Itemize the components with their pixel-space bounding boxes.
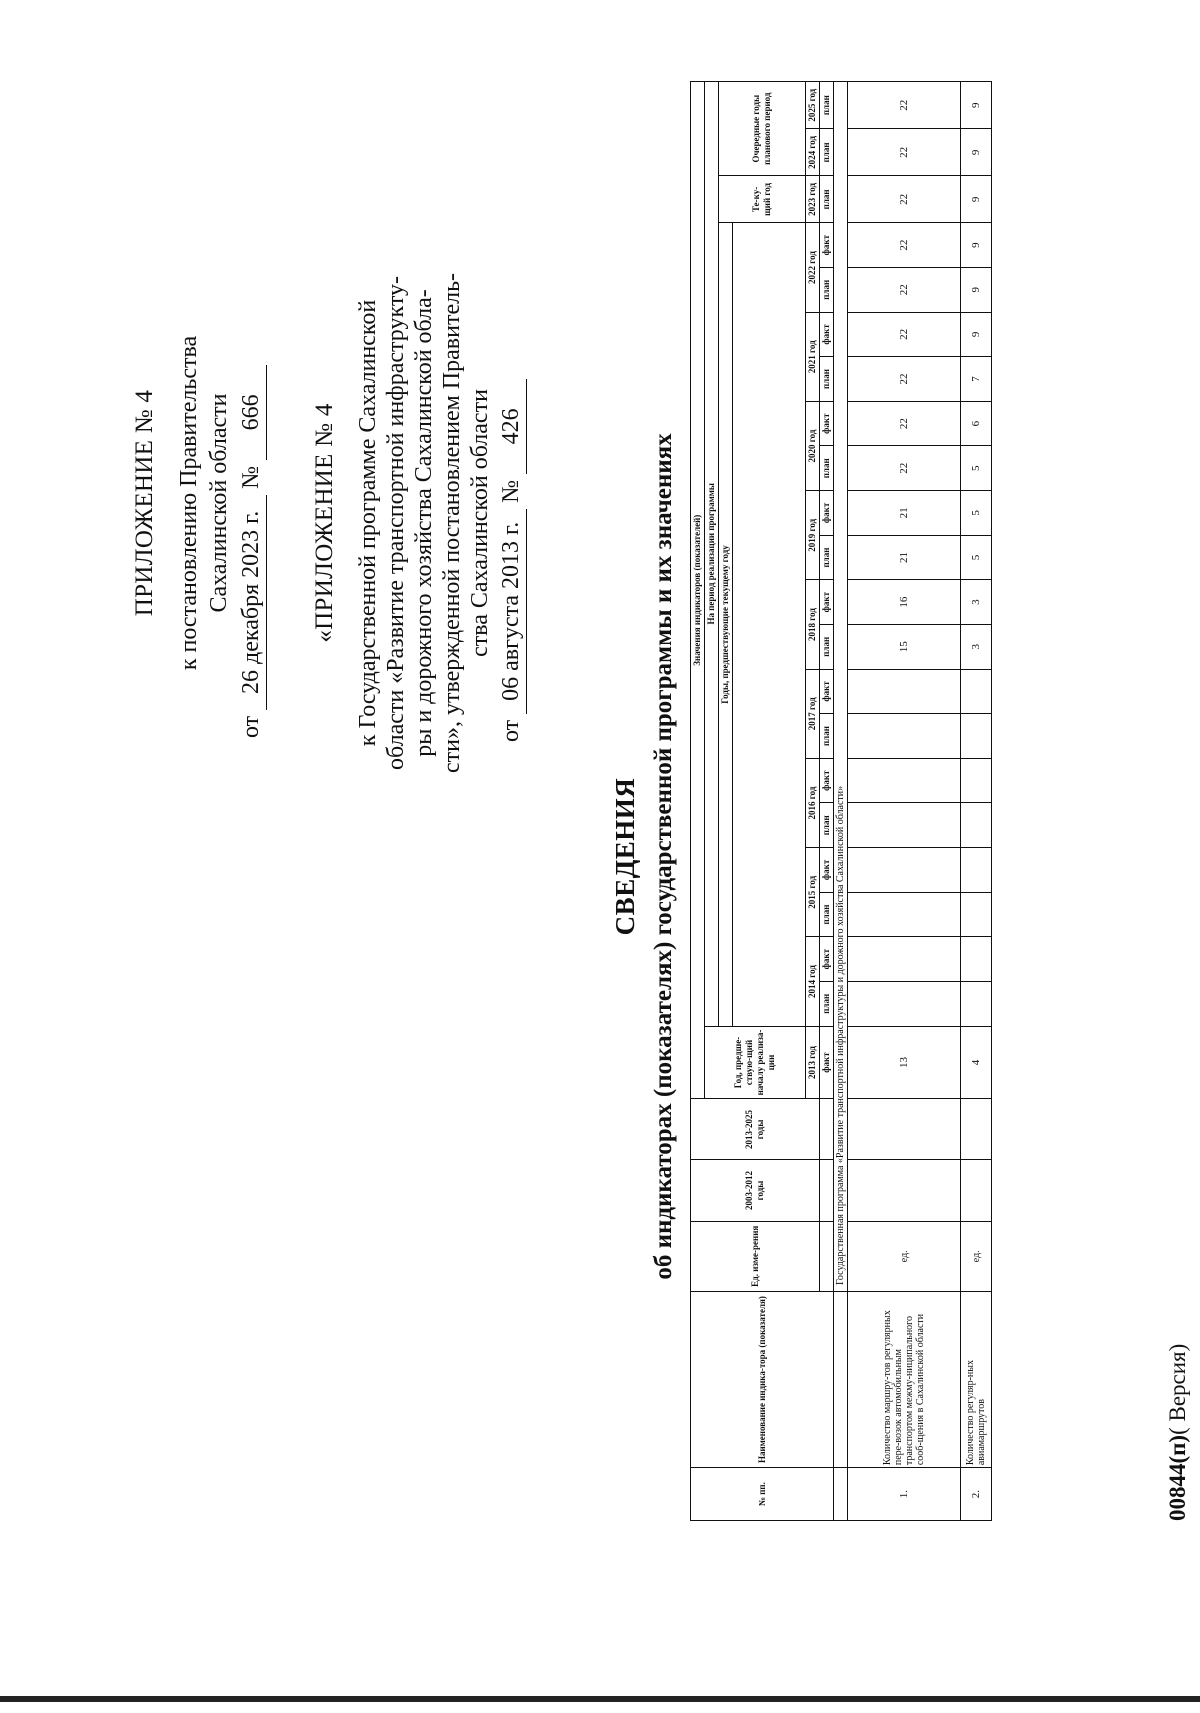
value-cell: 15 [848,624,961,669]
value-cell [961,714,992,759]
value-cell: 7 [961,357,992,402]
value-cell: 22 [848,357,961,402]
program-row-name [834,1292,848,1468]
col-header-prev-year: Год, предше-ствую-щий началу реализа-ции [705,1026,806,1099]
value-cell [961,848,992,893]
appendix-line-2: Сахалинской области [206,393,232,613]
plan-label: план [820,981,834,1026]
row-num: 1. [848,1468,961,1521]
col-header-num: № пп. [691,1468,834,1521]
program-number-label: № [498,479,524,503]
year-2015: 2015 год [806,848,820,937]
document-title: СВЕДЕНИЯ [610,777,640,936]
value-cell: 22 [848,267,961,312]
program-decree-date: 06 августа 2013 г. [496,509,527,714]
value-cell [961,892,992,937]
program-decree-number: 426 [496,379,527,474]
value-cell [848,892,961,937]
value-2013-fact: 4 [961,1026,992,1099]
value-2025: 22 [848,82,961,129]
fact-label: факт [820,312,834,357]
plan-label: план [820,82,834,129]
value-2003 [848,1160,961,1221]
fact-2013: факт [820,1026,834,1099]
value-cell [961,803,992,848]
row-num: 2. [961,1468,992,1521]
table-row [848,82,961,1521]
value-cell [961,669,992,714]
planned-years-header: Очередные годы планового период [719,82,806,176]
indicator-unit: ед. [848,1221,961,1291]
col-header-2003: 2003-2012 годы [691,1160,820,1221]
value-cell: 5 [961,446,992,491]
plan-label: план [820,129,834,176]
fact-label: факт [820,491,834,536]
value-cell: 22 [848,401,961,446]
prev-years-header: Годы, предшествующие текущему году [719,223,733,1026]
fact-label: факт [820,669,834,714]
value-cell: 5 [961,491,992,536]
decree-date: 26 декабря 2023 г. [236,495,267,710]
program-from-label: от [498,719,524,742]
appendix-line-1: к постановлению Правительства [176,335,202,671]
value-cell: 6 [961,401,992,446]
value-cell: 3 [961,580,992,625]
value-2025: 9 [961,82,992,129]
value-cell: 22 [848,312,961,357]
plan-label: план [820,624,834,669]
year-2016: 2016 год [806,758,820,847]
year-2023: 2023 год [806,176,820,223]
year-2020: 2020 год [806,401,820,490]
fact-label: факт [820,848,834,893]
indicator-name: Количество маршру-тов регулярных пере-возок автомобильным транспортом межму-ниципального сооб-щения в Сахалинской области [848,1292,961,1468]
year-2022: 2022 год [806,223,820,312]
year-2018: 2018 год [806,580,820,669]
program-date-line [496,268,527,778]
value-cell: 22 [848,446,961,491]
fact-label: факт [820,401,834,446]
value-cell [961,937,992,982]
fact-label: факт [820,758,834,803]
value-2003 [961,1160,992,1221]
program-line-4: сти», утвержденной постановлением Правитель- [439,272,465,774]
appendix-date-line [236,268,267,738]
year-2014: 2014 год [806,937,820,1026]
value-2024: 22 [848,129,961,176]
indicator-unit: ед. [961,1221,992,1291]
version-code-rest: ( Версия) [1165,1343,1190,1435]
value-2013-fact: 13 [848,1026,961,1099]
program-row-num [834,1468,848,1521]
fact-label: факт [820,223,834,268]
year-2021: 2021 год [806,312,820,401]
period-header: На период реализации программы [705,82,719,1027]
year-2019: 2019 год [806,491,820,580]
plan-label: план [820,803,834,848]
values-header: Значения индикаторов (показателей) [691,82,705,1099]
year-2024: 2024 год [806,129,820,176]
plan-label: план [820,267,834,312]
value-2013-2025 [848,1099,961,1160]
unit-spacer [820,1221,834,1291]
number-label: № [238,465,264,489]
decree-number: 666 [236,365,267,460]
value-cell [848,803,961,848]
value-cell: 21 [848,491,961,536]
value-cell [848,937,961,982]
current-year-header: Те-ку-щий год [719,176,806,223]
value-cell: 22 [848,223,961,268]
plan-label: план [820,535,834,580]
value-cell: 9 [961,312,992,357]
spacer-2013 [820,1099,834,1160]
value-2023: 9 [961,176,992,223]
document-subtitle: об индикаторах (показателях) государственной программы и их значениях [650,433,677,1280]
plan-label: план [820,357,834,402]
plan-label: план [820,176,834,223]
col-header-unit: Ед. изме-рения [691,1221,820,1291]
value-cell [961,758,992,803]
appendix-title: ПРИЛОЖЕНИЕ № 4 [131,389,158,617]
value-cell [848,669,961,714]
value-cell [961,981,992,1026]
year-2013: 2013 год [806,1026,820,1099]
col-header-name: Наименование индика-тора (показателя) [691,1292,834,1468]
version-code-bold: 00844(п) [1165,1434,1190,1521]
value-cell: 3 [961,624,992,669]
fact-label: факт [820,937,834,982]
value-cell [848,714,961,759]
plan-label: план [820,892,834,937]
value-cell: 9 [961,223,992,268]
prev-years-spacer [733,223,806,1026]
value-cell: 9 [961,267,992,312]
fact-label: факт [820,580,834,625]
appendix-header-program [310,268,527,778]
appendix-header-decree [130,268,267,738]
value-cell: 5 [961,535,992,580]
col-header-2013: 2013-2025 годы [691,1099,820,1160]
from-label: от [238,715,264,738]
program-line-2: области «Развитие транспортной инфраструкту- [383,276,409,771]
plan-label: план [820,446,834,491]
value-cell [848,981,961,1026]
value-cell [848,848,961,893]
value-2023: 22 [848,176,961,223]
value-2013-2025 [961,1099,992,1160]
value-cell: 21 [848,535,961,580]
table-row [961,82,992,1521]
plan-label: план [820,714,834,759]
value-cell: 16 [848,580,961,625]
indicator-name: Количество регуляр-ных авиамаршрутов [961,1292,992,1468]
program-line-5: ства Сахалинской области [467,389,493,657]
value-2024: 9 [961,129,992,176]
spacer-2003 [820,1160,834,1221]
indicators-table [690,81,992,1521]
program-name-row: Государственная программа «Развитие транспортной инфраструктуры и дорожного хозяйства Сахалинской области» [834,82,848,1292]
document-version-code [1165,1344,1191,1521]
year-2025: 2025 год [806,82,820,129]
year-2017: 2017 год [806,669,820,758]
program-appendix-title: «ПРИЛОЖЕНИЕ № 4 [311,403,338,643]
program-line-3: ры и дорожного хозяйства Сахалинской обла- [411,289,437,757]
program-line-1: к Государственной программе Сахалинской [355,299,381,747]
value-cell [848,758,961,803]
